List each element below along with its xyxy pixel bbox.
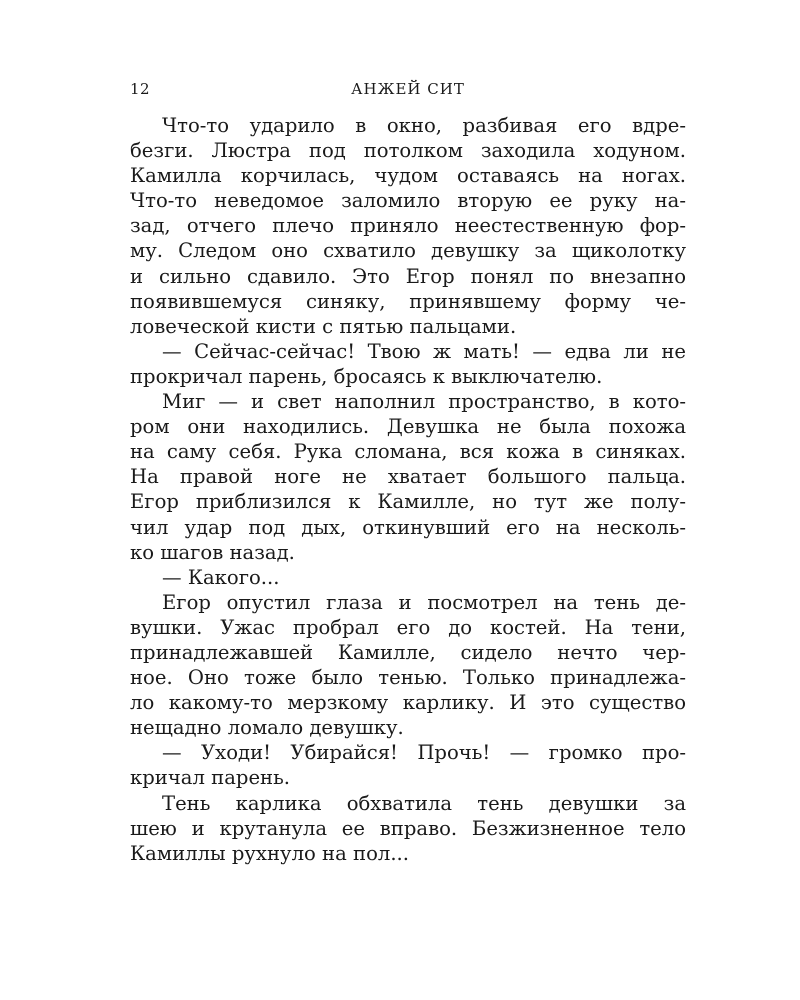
text-line: — Уходи! Убирайся! Прочь! — громко про- [162, 741, 686, 765]
text-line: Егор опустил глаза и посмотрел на тень де- [162, 590, 686, 614]
text-line: ром они находились. Девушка не была похожа [130, 415, 686, 439]
text-line: Миг — и свет наполнил пространство, в кото- [162, 390, 686, 414]
text-line: ное. Оно тоже было тенью. Только принадлежа- [130, 666, 686, 690]
text-line: зад, отчего плечо приняло неестественную фор- [130, 214, 686, 238]
text-line: На правой ноге не хватает большого пальца. [130, 465, 686, 489]
text-line: появившемуся синяку, принявшему форму че- [130, 289, 686, 313]
text-line: му. Следом оно схватило девушку за щиколотку [130, 239, 686, 263]
text-line: Егор приблизился к Камилле, но тут же полу- [130, 490, 686, 514]
text-line: принадлежавшей Камилле, сидело нечто чер- [130, 640, 686, 664]
text-line: безги. Люстра под потолком заходила ходуном. [130, 139, 686, 163]
text-line: — Какого... [162, 565, 280, 589]
text-line: Камиллы рухнуло на пол... [130, 841, 410, 865]
body-text [130, 113, 686, 866]
text-line: Что-то ударило в окно, разбивая его вдре- [162, 114, 686, 137]
text-line: и сильно сдавило. Это Егор понял по внезапно [130, 264, 686, 288]
text-line: — Сейчас-сейчас! Твою ж мать! — едва ли не [162, 339, 686, 363]
text-line: шею и крутанула ее вправо. Безжизненное тело [130, 816, 686, 840]
book-title: АНЖЕЙ СИТ [351, 80, 465, 98]
text-line: чил удар под дых, откинувший его на несколь- [130, 515, 686, 539]
text-line: нещадно ломало девушку. [130, 716, 404, 740]
text-line: ловеческой кисти с пятью пальцами. [130, 314, 517, 338]
text-line: прокричал парень, бросаясь к выключателю. [130, 364, 603, 388]
text-line: ло какому-то мерзкому карлику. И это существо [130, 691, 686, 715]
text-line: вушки. Ужас пробрал его до костей. На тени, [130, 615, 686, 639]
running-head [130, 80, 686, 102]
text-line: кричал парень. [130, 766, 290, 790]
text-line: ко шагов назад. [130, 540, 295, 564]
text-line: на саму себя. Рука сломана, вся кожа в синяках. [130, 440, 686, 464]
text-line: Что-то неведомое заломило вторую ее руку на- [130, 189, 686, 213]
text-line: Камилла корчилась, чудом оставаясь на ногах. [130, 164, 686, 188]
text-line: Тень карлика обхватила тень девушки за [162, 791, 686, 815]
page-number: 12 [130, 80, 151, 98]
